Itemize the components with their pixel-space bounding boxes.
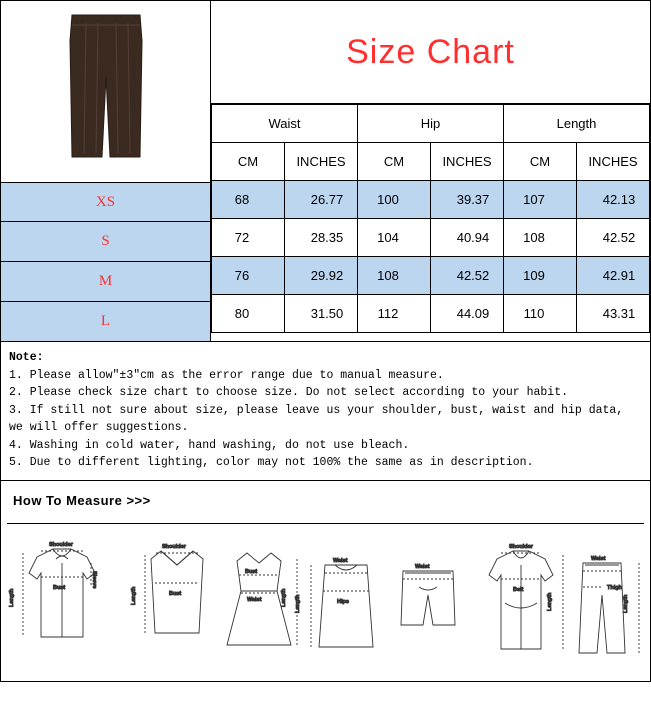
table-row bbox=[212, 219, 650, 257]
cell-hip-in: 39.37 bbox=[431, 181, 504, 219]
svg-text:Belt: Belt bbox=[513, 587, 524, 593]
svg-text:Length: Length bbox=[131, 586, 137, 605]
chart-side bbox=[211, 1, 650, 341]
unit-length-cm: CM bbox=[504, 143, 577, 181]
svg-text:Bust: Bust bbox=[169, 591, 182, 597]
note-line-2: 2. Please check size chart to choose size. Do not select according to your habit. bbox=[9, 386, 568, 399]
cell-hip-cm: 104 bbox=[358, 219, 431, 257]
table-row bbox=[212, 257, 650, 295]
note-line-3: 3. If still not sure about size, please leave us your shoulder, bust, waist and hip data, bbox=[9, 403, 624, 417]
note-line-4: 4. Washing in cold water, hand washing, do not use bleach. bbox=[9, 438, 410, 452]
how-to-measure-block bbox=[0, 481, 651, 682]
svg-text:Thigh: Thigh bbox=[607, 585, 622, 591]
note-line-3b: we will offer suggestions. bbox=[9, 421, 189, 434]
size-label-xs: XS bbox=[1, 182, 211, 222]
svg-text:Waist: Waist bbox=[591, 556, 606, 562]
cell-hip-in: 44.09 bbox=[431, 295, 504, 333]
unit-waist-cm: CM bbox=[212, 143, 285, 181]
svg-text:Bust: Bust bbox=[53, 585, 66, 591]
note-line-5: 5. Due to different lighting, color may not 100% the same as in description. bbox=[9, 456, 534, 469]
figure-trousers bbox=[579, 563, 639, 653]
svg-text:Waist: Waist bbox=[415, 564, 430, 570]
table-row bbox=[212, 295, 650, 333]
cell-waist-cm: 68 bbox=[212, 181, 285, 219]
svg-text:Waist: Waist bbox=[333, 558, 348, 564]
notes-block bbox=[0, 341, 651, 481]
figure-skirt-long bbox=[311, 565, 373, 647]
size-label-s: S bbox=[1, 222, 211, 262]
cell-length-in: 43.31 bbox=[577, 295, 650, 333]
svg-text:Length: Length bbox=[547, 592, 553, 611]
table-row bbox=[212, 181, 650, 219]
how-to-measure-title: How To Measure >>> bbox=[13, 493, 151, 508]
table-unit-header-row bbox=[212, 143, 650, 181]
table-group-header-row bbox=[212, 105, 650, 143]
header-length: Length bbox=[504, 105, 650, 143]
cell-waist-in: 29.92 bbox=[285, 257, 358, 295]
svg-text:Length: Length bbox=[623, 594, 629, 613]
cell-length-in: 42.52 bbox=[577, 219, 650, 257]
cell-length-in: 42.13 bbox=[577, 181, 650, 219]
cell-waist-cm: 76 bbox=[212, 257, 285, 295]
svg-text:Length: Length bbox=[9, 588, 15, 607]
cell-length-cm: 110 bbox=[504, 295, 577, 333]
cell-hip-cm: 100 bbox=[358, 181, 431, 219]
size-label-m: M bbox=[1, 262, 211, 302]
figure-shorts bbox=[401, 571, 455, 625]
figure-blouse bbox=[23, 549, 95, 637]
cell-waist-cm: 80 bbox=[212, 295, 285, 333]
unit-hip-cm: CM bbox=[358, 143, 431, 181]
note-line-1: 1. Please allow"±3"cm as the error range due to manual measure. bbox=[9, 368, 444, 382]
svg-text:Sleeve: Sleeve bbox=[91, 571, 97, 589]
cell-length-in: 42.91 bbox=[577, 257, 650, 295]
header-hip: Hip bbox=[358, 105, 504, 143]
cell-waist-in: 26.77 bbox=[285, 181, 358, 219]
size-label-l: L bbox=[1, 302, 211, 342]
svg-text:Shoulder: Shoulder bbox=[509, 544, 533, 550]
cell-length-cm: 109 bbox=[504, 257, 577, 295]
unit-waist-inches: INCHES bbox=[285, 143, 358, 181]
svg-text:Length: Length bbox=[295, 594, 301, 613]
header-waist: Waist bbox=[212, 105, 358, 143]
svg-text:Length: Length bbox=[281, 588, 287, 607]
cell-waist-cm: 72 bbox=[212, 219, 285, 257]
svg-text:Hips: Hips bbox=[337, 599, 349, 605]
unit-hip-inches: INCHES bbox=[431, 143, 504, 181]
divider bbox=[7, 523, 644, 524]
notes-heading: Note: bbox=[9, 351, 44, 364]
cell-waist-in: 28.35 bbox=[285, 219, 358, 257]
cell-hip-cm: 108 bbox=[358, 257, 431, 295]
cell-hip-in: 40.94 bbox=[431, 219, 504, 257]
pants-illustration-icon bbox=[46, 11, 166, 161]
size-table bbox=[211, 104, 650, 333]
cell-hip-in: 42.52 bbox=[431, 257, 504, 295]
unit-length-inches: INCHES bbox=[577, 143, 650, 181]
svg-text:Shoulder: Shoulder bbox=[162, 544, 186, 550]
cell-hip-cm: 112 bbox=[358, 295, 431, 333]
svg-text:Bust: Bust bbox=[245, 569, 258, 575]
svg-text:Waist: Waist bbox=[247, 597, 262, 603]
measure-figures bbox=[1, 529, 651, 679]
svg-text:Shoulder: Shoulder bbox=[49, 542, 73, 548]
cell-length-cm: 108 bbox=[504, 219, 577, 257]
size-label-column bbox=[1, 182, 211, 342]
cell-length-cm: 107 bbox=[504, 181, 577, 219]
page-title: Size Chart bbox=[211, 1, 650, 104]
cell-waist-in: 31.50 bbox=[285, 295, 358, 333]
